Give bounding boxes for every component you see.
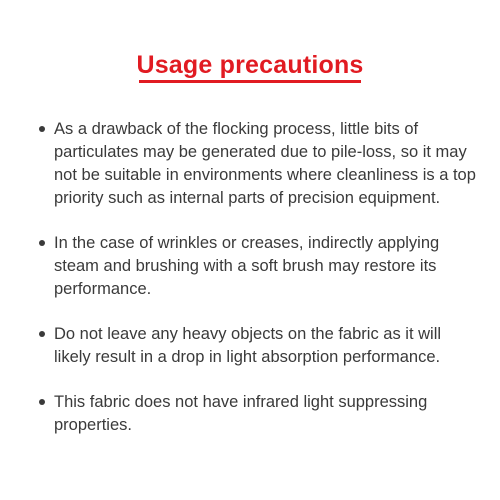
list-item [38, 391, 478, 437]
precautions-list [38, 118, 478, 459]
page-title-wrap [0, 50, 500, 80]
list-item-text: As a drawback of the flocking process, little bits of particulates may be generated due to pile-loss, so it may not be suitable in environments where cleanliness is a top priority such as internal parts of precision equipment. [54, 120, 476, 207]
list-item [38, 323, 478, 369]
list-item-text: In the case of wrinkles or creases, indirectly applying steam and brushing with a soft brush may restore its performance. [54, 234, 440, 298]
bullet-icon [39, 240, 45, 246]
list-item-text: This fabric does not have infrared light suppressing properties. [54, 393, 428, 434]
bullet-icon [39, 399, 45, 405]
title-underline [139, 80, 361, 83]
list-item-text: Do not leave any heavy objects on the fabric as it will likely result in a drop in light absorption performance. [54, 325, 442, 366]
list-item [38, 118, 478, 210]
list-item [38, 232, 478, 301]
page-title: Usage precautions [136, 51, 364, 79]
bullet-icon [39, 331, 45, 337]
bullet-icon [39, 126, 45, 132]
